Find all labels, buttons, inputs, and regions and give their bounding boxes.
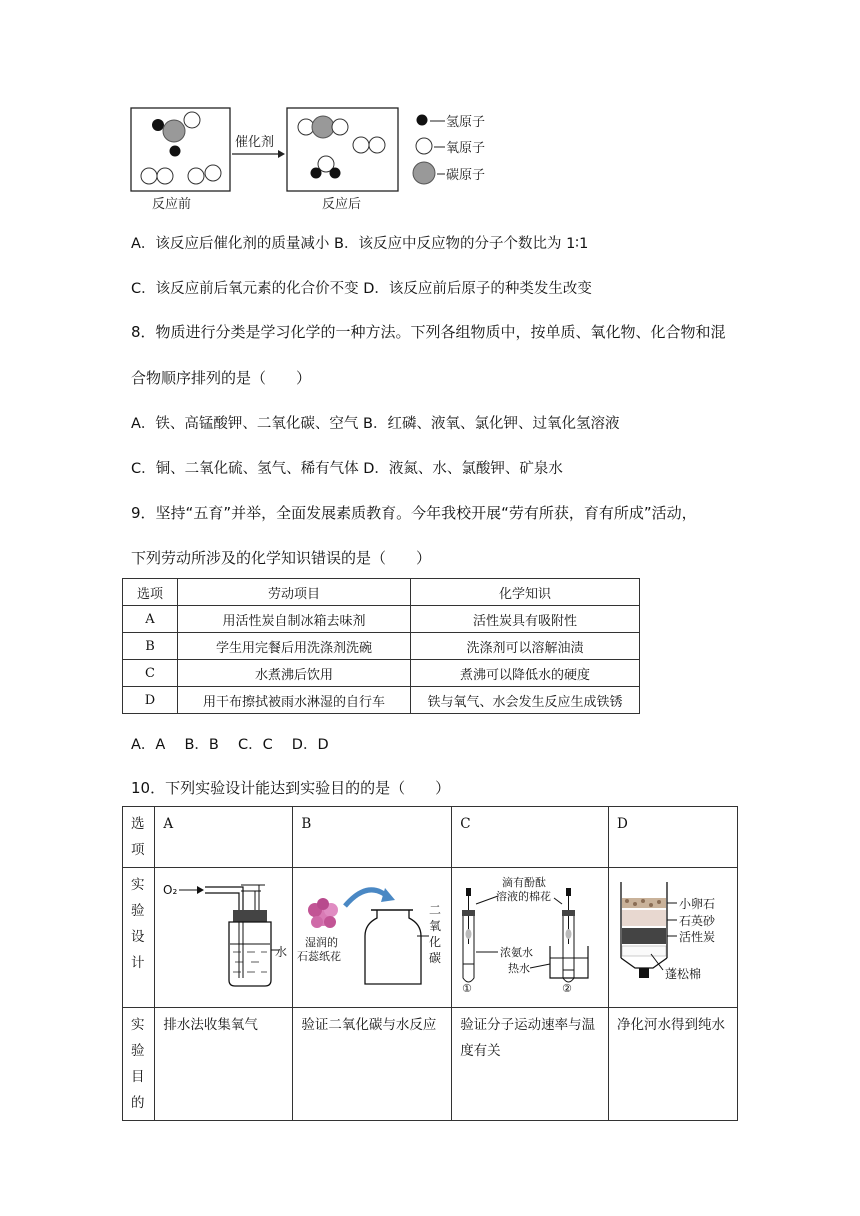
svg-text:湿润的: 湿润的 bbox=[305, 936, 339, 949]
svg-text:热水: 热水 bbox=[508, 962, 531, 975]
cell: 铁与氧气、水会发生反应生成铁锈 bbox=[411, 687, 640, 714]
svg-text:①: ① bbox=[462, 982, 473, 992]
purpose-d: 净化河水得到纯水 bbox=[609, 1008, 738, 1121]
cell: D bbox=[123, 687, 178, 714]
gas-collection-bottle-figure bbox=[157, 874, 287, 992]
svg-text:碳: 碳 bbox=[429, 951, 442, 965]
table-header-row bbox=[123, 807, 738, 868]
figure-b-cell bbox=[293, 868, 452, 1008]
q8-stem-line2: 合物顺序排列的是（ ） bbox=[131, 369, 312, 387]
svg-text:氧: 氧 bbox=[429, 919, 442, 933]
q9-options: A．A B．B C．C D．D bbox=[131, 737, 329, 753]
cell: A bbox=[123, 606, 178, 633]
q9-stem-line1: 9．坚持“五育”并举，全面发展素质教育。今年我校开展“劳有所获，育有所成”活动， bbox=[131, 504, 697, 522]
svg-text:蓬松棉: 蓬松棉 bbox=[665, 967, 702, 981]
row-head-option: 选 项 bbox=[123, 807, 155, 868]
header-cell: 化学知识 bbox=[411, 579, 640, 606]
col-c-header: C bbox=[452, 807, 609, 868]
cell: 用干布擦拭被雨水淋湿的自行车 bbox=[178, 687, 411, 714]
svg-text:活性炭: 活性炭 bbox=[679, 930, 716, 944]
purpose-a: 排水法收集氧气 bbox=[155, 1008, 293, 1121]
table-header-row bbox=[123, 579, 640, 606]
svg-text:石蕊纸花: 石蕊纸花 bbox=[297, 950, 342, 963]
table-row bbox=[123, 1008, 738, 1121]
q8-options-ab: A．铁、高锰酸钾、二氧化碳、空气 B．红磷、液氧、氯化钾、过氧化氢溶液 bbox=[131, 416, 620, 432]
svg-text:滴有酚酞: 滴有酚酞 bbox=[502, 876, 547, 889]
legend-oxygen: 氧原子 bbox=[446, 141, 486, 156]
purpose-c: 验证分子运动速率与温度有关 bbox=[452, 1008, 609, 1121]
row-head-purpose: 实 验 目 的 bbox=[123, 1008, 155, 1121]
svg-text:石英砂: 石英砂 bbox=[679, 914, 716, 928]
q7-options-cd: C．该反应前后氧元素的化合价不变 D．该反应前后原子的种类发生改变 bbox=[131, 281, 592, 297]
row-head-design: 实 验 设 计 bbox=[123, 868, 155, 1008]
q10-stem: 10．下列实验设计能达到实验目的的是（ ） bbox=[131, 779, 451, 797]
header-cell: 劳动项目 bbox=[178, 579, 411, 606]
q9-stem-line2: 下列劳动所涉及的化学知识错误的是（ ） bbox=[131, 549, 432, 567]
q7-options-ab: A．该反应后催化剂的质量减小 B．该反应中反应物的分子个数比为 1∶1 bbox=[131, 236, 589, 252]
legend-hydrogen: 氢原子 bbox=[446, 115, 486, 130]
after-label: 反应后 bbox=[322, 197, 362, 212]
col-d-header: D bbox=[609, 807, 738, 868]
table-row bbox=[123, 687, 640, 714]
legend-carbon: 碳原子 bbox=[446, 168, 486, 183]
cell: B bbox=[123, 633, 178, 660]
cell: C bbox=[123, 660, 178, 687]
col-b-header: B bbox=[293, 807, 452, 868]
col-a-header: A bbox=[155, 807, 293, 868]
svg-text:二: 二 bbox=[429, 903, 442, 917]
svg-text:水: 水 bbox=[275, 945, 288, 959]
svg-text:②: ② bbox=[562, 982, 573, 992]
molecular-motion-figure bbox=[454, 874, 602, 992]
cell: 煮沸可以降低水的硬度 bbox=[411, 660, 640, 687]
q8-stem-line1: 8．物质进行分类是学习化学的一种方法。下列各组物质中，按单质、氧化物、化合物和混 bbox=[131, 323, 726, 341]
table-row bbox=[123, 606, 640, 633]
cell: 用活性炭自制冰箱去味剂 bbox=[178, 606, 411, 633]
svg-text:O₂: O₂ bbox=[163, 883, 178, 897]
q10-table bbox=[122, 806, 738, 1121]
q9-table bbox=[122, 578, 640, 714]
before-label: 反应前 bbox=[152, 197, 192, 212]
table-row bbox=[123, 868, 738, 1008]
header-cell: 选项 bbox=[123, 579, 178, 606]
purpose-b: 验证二氧化碳与水反应 bbox=[293, 1008, 452, 1121]
svg-text:化: 化 bbox=[429, 935, 442, 949]
svg-text:浓氨水: 浓氨水 bbox=[500, 946, 534, 959]
figure-d-cell bbox=[609, 868, 738, 1008]
cell: 洗涤剂可以溶解油渍 bbox=[411, 633, 640, 660]
co2-litmus-flower-figure bbox=[295, 874, 445, 992]
flower-icon bbox=[308, 898, 338, 928]
figure-c-cell bbox=[452, 868, 609, 1008]
table-row bbox=[123, 633, 640, 660]
svg-text:小卵石: 小卵石 bbox=[679, 897, 716, 911]
q8-options-cd: C．铜、二氧化硫、氢气、稀有气体 D．液氮、水、氯酸钾、矿泉水 bbox=[131, 461, 563, 477]
catalyst-label: 催化剂 bbox=[235, 135, 275, 150]
water-purifier-figure bbox=[611, 874, 735, 992]
figure-a-cell bbox=[155, 868, 293, 1008]
cell: 水煮沸后饮用 bbox=[178, 660, 411, 687]
table-row bbox=[123, 660, 640, 687]
cell: 活性炭具有吸附性 bbox=[411, 606, 640, 633]
cell: 学生用完餐后用洗涤剂洗碗 bbox=[178, 633, 411, 660]
reaction-diagram bbox=[128, 104, 508, 214]
svg-text:溶液的棉花: 溶液的棉花 bbox=[496, 890, 552, 903]
